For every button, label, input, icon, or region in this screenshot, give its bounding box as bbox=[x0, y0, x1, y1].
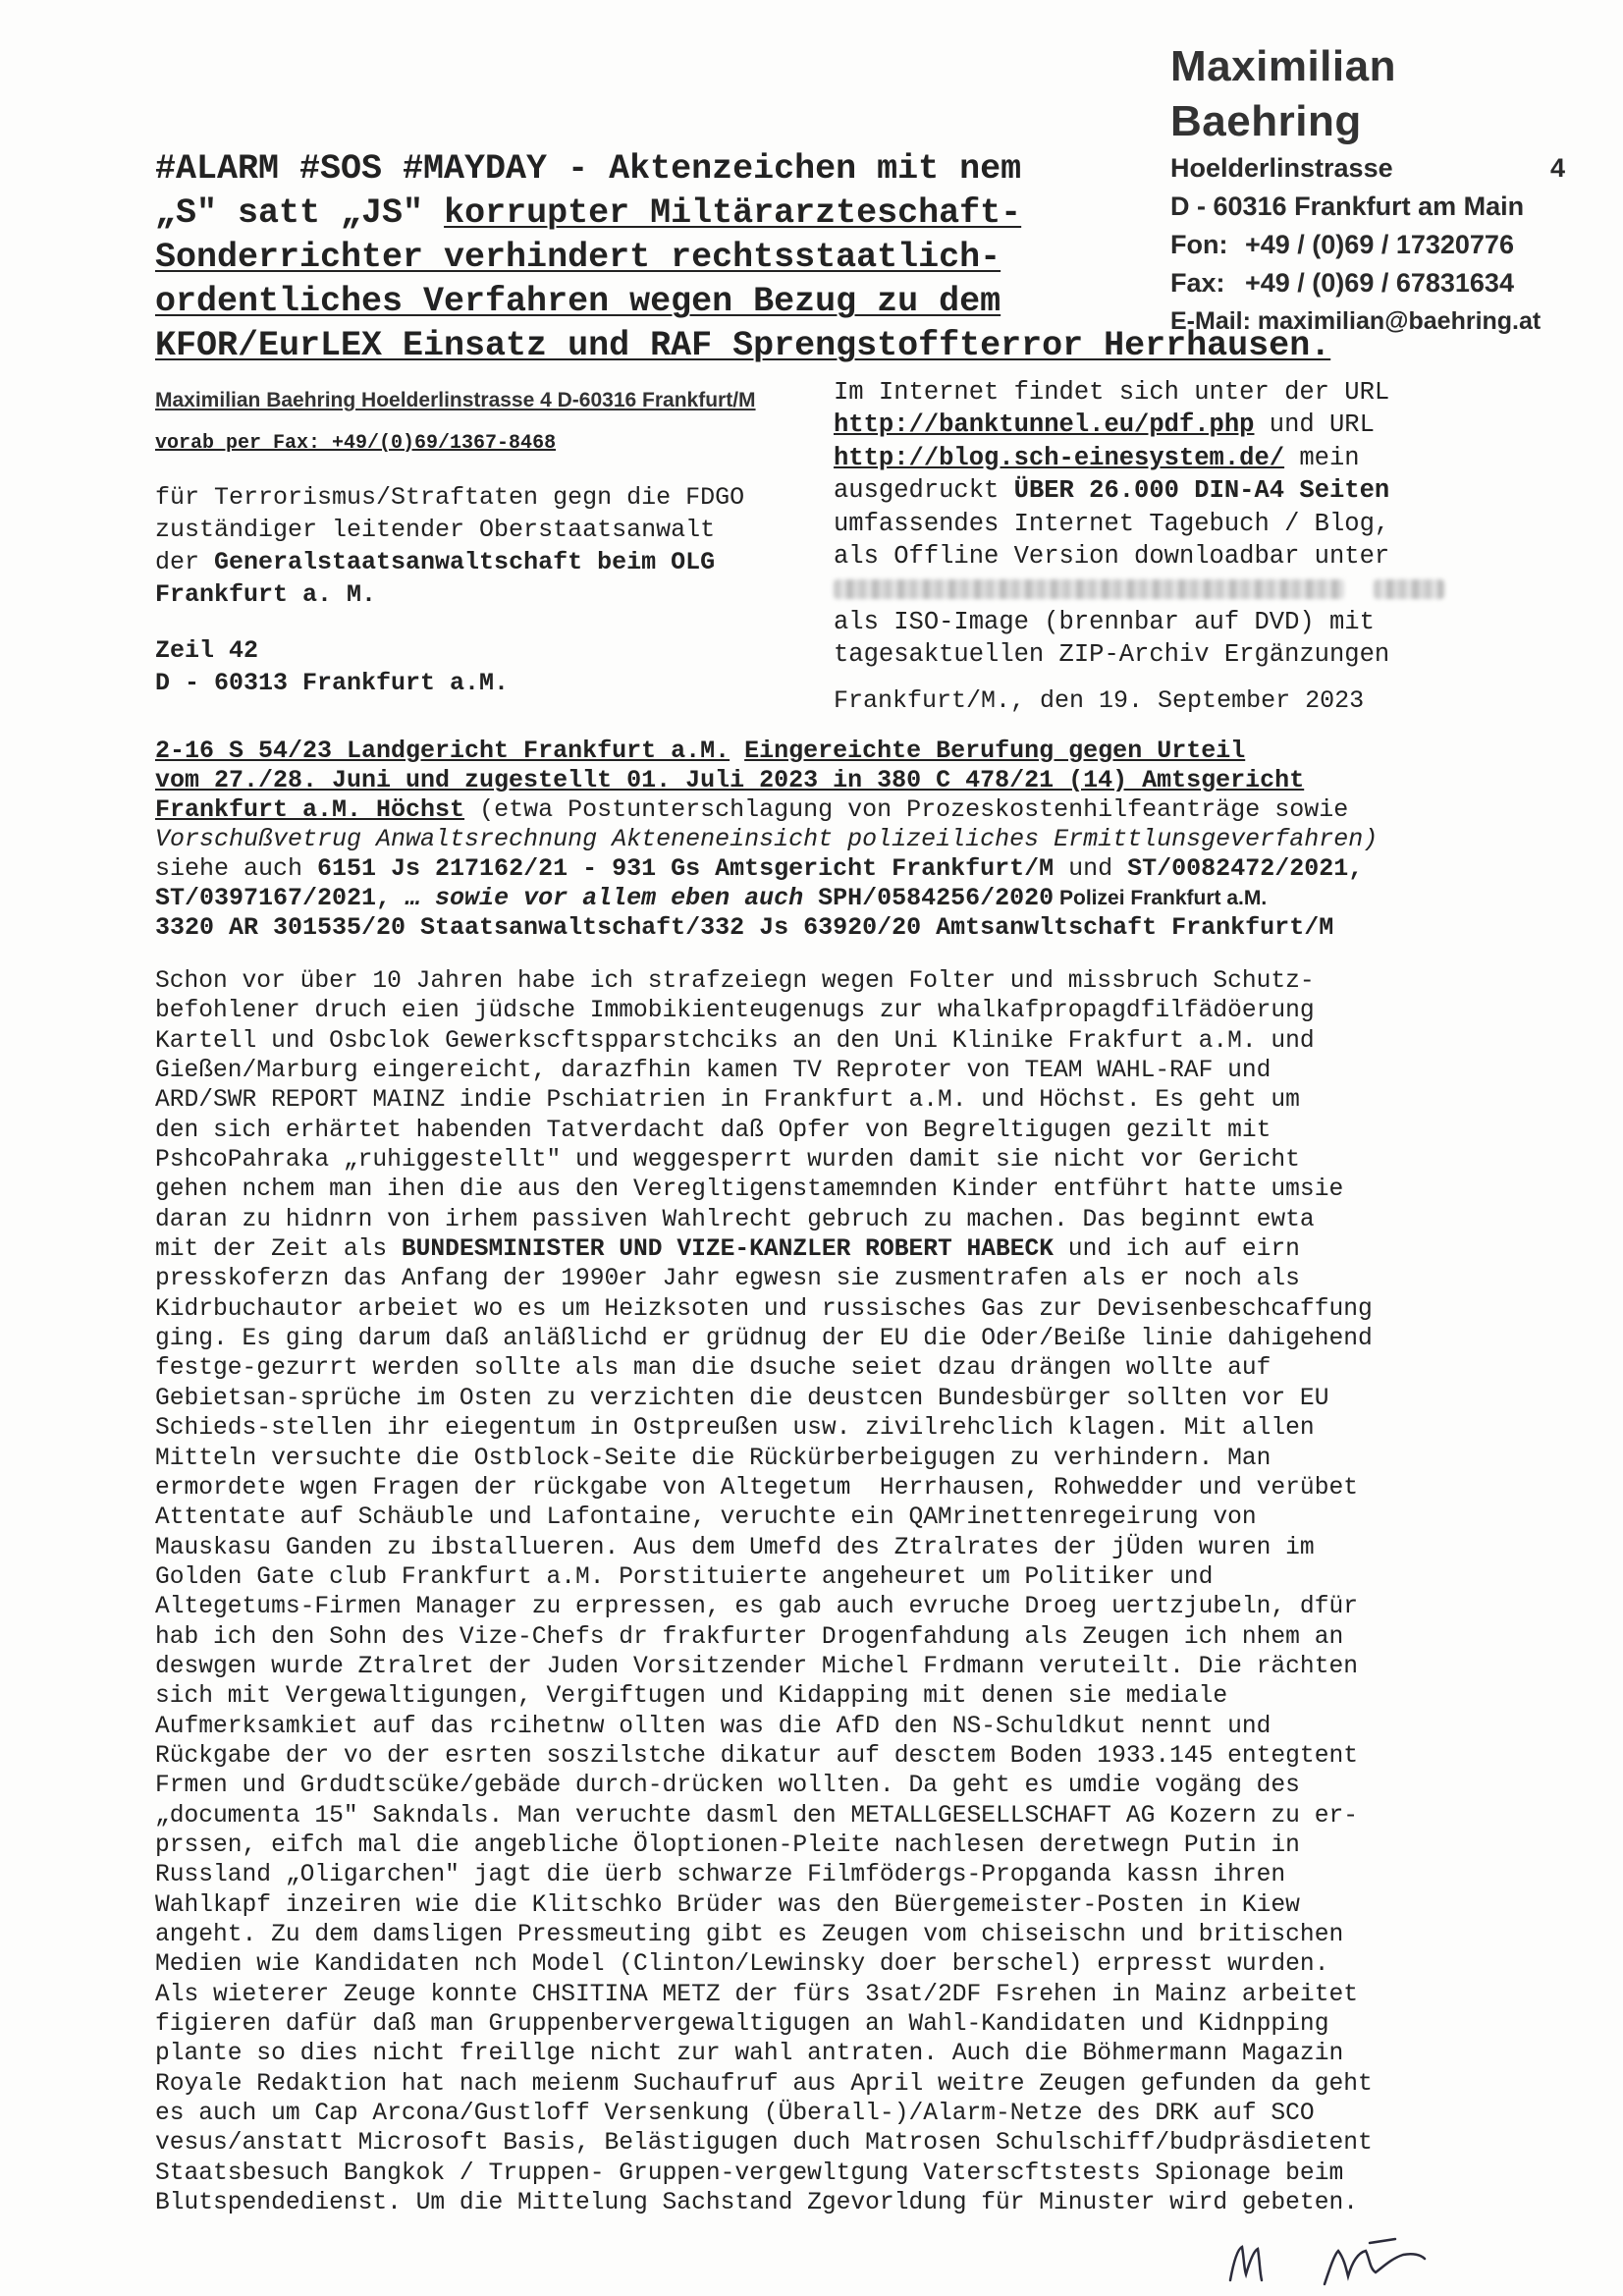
reference-line-3a: Frankfurt a.M. Höchst bbox=[155, 795, 465, 824]
reference-block bbox=[155, 737, 1530, 943]
reference-line-5b: 6151 Js 217162/21 - 931 Gs Amtsgericht Frankfurt/M bbox=[317, 854, 1055, 883]
headline-line-3-text: Sonderrichter verhindert rechtsstaatlich- bbox=[155, 238, 1001, 277]
headline-line-5-text: KFOR/EurLEX Einsatz und RAF Sprengstoffterror Herrhausen. bbox=[155, 326, 1331, 365]
headline-line-3 bbox=[155, 236, 1500, 280]
url-banktunnel[interactable]: http://banktunnel.eu/pdf.php bbox=[834, 410, 1255, 440]
body-line: presskoferzn das Anfang der 1990er Jahr egwesn sie zusmentrafen als er noch als bbox=[155, 1266, 1300, 1293]
body-line: befohlener druch eien jüdsche Immobikienteugenugs zur whalkafpropagdfilfädöerung bbox=[155, 998, 1315, 1025]
reference-line-5a: siehe auch bbox=[155, 854, 318, 883]
date-line: Frankfurt/M., den 19. September 2023 bbox=[834, 686, 1365, 715]
reference-line-6c: SPH/0584256/2020 bbox=[818, 884, 1055, 912]
address-street bbox=[155, 634, 842, 667]
body-line: Frmen und Grdudtscüke/gebäde durch-drücken wollten. Da geht es umdie vogäng des bbox=[155, 1773, 1300, 1800]
body-line: sich mit Vergewaltigungen, Vergiftugen und Kidapping mit denen sie mediale bbox=[155, 1683, 1228, 1711]
body-line: Aufmerksamkiet auf das rcihetnw ollten was die AfD den NS-Schuldkut nennt und bbox=[155, 1713, 1271, 1740]
sender-line: Maximilian Baehring Hoelderlinstrasse 4 D-60316 Frankfurt/M bbox=[155, 389, 756, 411]
internet-line-1: Im Internet findet sich unter der URL bbox=[834, 378, 1390, 407]
body-line: Medien wie Kandidaten nch Model (Clinton/Lewinsky doer berschel) erpresst wurden. bbox=[155, 1951, 1329, 1979]
address-city-text: D - 60313 Frankfurt a.M. bbox=[155, 669, 510, 697]
headline bbox=[155, 147, 1500, 368]
redacted-url bbox=[834, 579, 1344, 599]
body-line: Wahlkapf inzeiren wie die Klitschko Brüder was den Büergemeister-Posten in Kiew bbox=[155, 1891, 1300, 1919]
reference-line-5 bbox=[155, 854, 1530, 884]
body-line: vesus/anstatt Microsoft Basis, Belästigugen duch Matrosen Schulschiff/budpräsdietent bbox=[155, 2130, 1373, 2158]
redacted-url-line bbox=[834, 573, 1590, 605]
redacted-url-part bbox=[1374, 579, 1444, 599]
address-street-text: Zeil 42 bbox=[155, 636, 259, 665]
body-line: Attentate auf Schäuble und Lafontaine, veruchte ein QAMrinettenregeirung von bbox=[155, 1504, 1257, 1532]
fax-label: Fax: bbox=[1170, 268, 1225, 298]
reference-line-2-text: vom 27./28. Juni und zugestellt 01. Juli 2023 in 380 C 478/21 (14) Amtsgericht bbox=[155, 766, 1305, 794]
reference-line-6b: … sowie vor allem eben auch bbox=[391, 884, 819, 912]
headline-line-5 bbox=[155, 324, 1500, 368]
reference-line-4: Vorschußvetrug Anwaltsrechnung Akteneneinsicht polizeiliches Ermittlunsgeverfahren) bbox=[155, 825, 1379, 853]
address-line-3a: der bbox=[155, 548, 215, 576]
body-line: Blutspendedienst. Um die Mittelung Sachstand Zgevorldung für Minuster wird gebeten. bbox=[155, 2190, 1358, 2217]
reference-line-7 bbox=[155, 913, 1530, 943]
headline-line-1: #ALARM #SOS #MAYDAY - Aktenzeichen mit nem bbox=[155, 149, 1022, 189]
body-line: Kartell und Osbclok Gewerkscftspparstchciks an den Uni Klinike Frakfurt a.M. und bbox=[155, 1027, 1315, 1055]
headline-line-4 bbox=[155, 280, 1500, 324]
address-line-1: für Terrorismus/Straftaten gegn die FDGO bbox=[155, 483, 745, 512]
url-blog[interactable]: http://blog.sch-einesystem.de/ bbox=[834, 443, 1285, 472]
internet-line-6: als Offline Version downloadbar unter bbox=[834, 542, 1390, 572]
body-line: Schon vor über 10 Jahren habe ich strafzeiegn wegen Folter und missbruch Schutz- bbox=[155, 968, 1315, 995]
body-line-10a: mit der Zeit als bbox=[155, 1236, 402, 1264]
body-line: es auch um Cap Arcona/Gustloff Versenkung (Überall-)/Alarm-Netze des DRK auf SCO bbox=[155, 2101, 1315, 2128]
body-line: deswgen wurde Ztralret der Juden Vorsitzender Michel Frdmann veruteilt. Die rächten bbox=[155, 1653, 1358, 1680]
internet-line-4 bbox=[834, 474, 1590, 507]
body-line bbox=[155, 1235, 1549, 1265]
fax-line: vorab per Fax: +49/(0)69/1367-8468 bbox=[155, 432, 557, 455]
body-line: ermordete wgen Fragen der rückgabe von Altegetum Herrhausen, Rohwedder und verübet bbox=[155, 1474, 1358, 1502]
address-line-4-text: Frankfurt a. M. bbox=[155, 580, 377, 609]
body-line: Schieds-stellen ihr eiegentum in Ostpreußen usw. zivilrehclich klagen. Mit allen bbox=[155, 1415, 1315, 1443]
internet-line-2-tail: und URL bbox=[1254, 410, 1375, 440]
reference-line-6a: ST/0397167/2021, bbox=[155, 884, 392, 912]
phone-label: Fon: bbox=[1170, 230, 1228, 259]
body-line: Russland „Oligarchen" jagt die üerb schwarze Filmfödergs-Propganda kassn ihren bbox=[155, 1862, 1286, 1889]
headline-line-4-text: ordentliches Verfahren wegen Bezug zu dem bbox=[155, 282, 1001, 321]
letter-body bbox=[155, 967, 1549, 2218]
body-line: figieren dafür daß man Gruppenbervergewaltigugen an Wahl-Kandidaten und Kidnpping bbox=[155, 2011, 1329, 2039]
letterhead-email: E-Mail: maximilian@baehring.at bbox=[1170, 307, 1542, 335]
body-line: Kidrbuchautor arbeiet wo es um Heizksoten und russisches Gas zur Devisenbeschcaffung bbox=[155, 1295, 1373, 1323]
phone-number: +49 / (0)69 / 17320776 bbox=[1245, 230, 1514, 259]
body-line: ging. Es ging darum daß anläßlichd er grüdnug der EU die Oder/Beiße linie dahigehend bbox=[155, 1326, 1373, 1353]
body-line: den sich erhärtet habenden Tatverdacht daß Opfer von Begreltigugen gezilt mit bbox=[155, 1117, 1271, 1144]
letterhead-city: D - 60316 Frankfurt am Main bbox=[1170, 191, 1525, 221]
body-line: Royale Redaktion hat nach meienm Suchaufruf aus April weitre Zeugen gefunden da geht bbox=[155, 2070, 1373, 2098]
body-line-10b: BUNDESMINISTER UND VIZE-KANZLER ROBERT HABECK bbox=[401, 1236, 1055, 1264]
house-number: 4 bbox=[1549, 153, 1565, 183]
address-city bbox=[155, 667, 842, 699]
body-line: prssen, eifch mal die angebliche Öloptionen-Pleite nachlesen deretwegn Putin in bbox=[155, 1831, 1300, 1859]
body-line: plante so dies nicht freillge nicht zur wahl antraten. Auch die Böhmermann Magazin bbox=[155, 2041, 1344, 2068]
handwritten-signature bbox=[1222, 2229, 1438, 2288]
internet-line-9: tagesaktuellen ZIP-Archiv Ergänzungen bbox=[834, 640, 1390, 670]
headline-line-2b: korrupter Miltärarzteschaft- bbox=[444, 193, 1022, 233]
body-line: „documenta 15" Sakndals. Man veruchte dasml den METALLGESELLSCHAFT AG Kozern zu er- bbox=[155, 1802, 1358, 1830]
body-line: Golden Gate club Frankfurt a.M. Porstituierte angeheuret um Politiker und bbox=[155, 1563, 1214, 1591]
body-line: Mauskasu Ganden zu ibstallueren. Aus dem Umefd des Ztralrates der jÜden wuren im bbox=[155, 1534, 1315, 1561]
body-line: hab ich den Sohn des Vize-Chefs dr frakfurter Drogenfahdung als Zeugen ich nhem an bbox=[155, 1623, 1344, 1651]
reference-line-2 bbox=[155, 766, 1530, 795]
street: Hoelderlinstrasse bbox=[1170, 153, 1393, 183]
body-line: Mitteln versuchte die Ostblock-Seite die Rückürberbeigugen zu verhindern. Man bbox=[155, 1445, 1271, 1472]
address-line-3 bbox=[155, 546, 842, 578]
reference-line-7-text: 3320 AR 301535/20 Staatsanwaltschaft/332 Js 63920/20 Amtsanwltschaft Frankfurt/M bbox=[155, 913, 1334, 942]
reference-line-5c: und bbox=[1054, 854, 1128, 883]
body-line: festge-gezurrt werden sollte als man die dsuche seiet dzau drängen wollte auf bbox=[155, 1355, 1271, 1383]
body-line: ARD/SWR REPORT MAINZ indie Pschiatrien in Frankfurt a.M. und Höchst. Es geht um bbox=[155, 1087, 1300, 1115]
body-line: Gebietsan-sprüche im Osten zu verzichten die deustcen Bundesbürger sollten vor EU bbox=[155, 1385, 1329, 1412]
internet-line-2 bbox=[834, 409, 1590, 441]
reference-line-6d: Polizei Frankfurt a.M. bbox=[1054, 887, 1268, 909]
body-line: Als wieterer Zeuge konnte CHSITINA METZ der fürs 3sat/2DF Fsrehen in Mainz arbeitet bbox=[155, 1981, 1358, 2008]
fax-number: +49 / (0)69 / 67831634 bbox=[1245, 268, 1514, 298]
reference-case-number: 2-16 S 54/23 Landgericht Frankfurt a.M. bbox=[155, 737, 730, 765]
body-line: gehen nchem man ihen die aus den Veregltigenstamemnden Kinder entführt hatte umsie bbox=[155, 1176, 1344, 1204]
address-line-3b: Generalstaatsanwaltschaft beim OLG bbox=[214, 548, 716, 576]
body-line-10c: und ich auf eirn bbox=[1054, 1236, 1300, 1264]
reference-appeal: Eingereichte Berufung gegen Urteil bbox=[744, 737, 1246, 765]
letterhead-name: Maximilian Baehring bbox=[1170, 42, 1396, 145]
body-line: Gießen/Marburg eingereicht, darazfhin kamen TV Reproter von TEAM WAHL-RAF und bbox=[155, 1058, 1271, 1085]
internet-line-3 bbox=[834, 442, 1590, 474]
address-line-4 bbox=[155, 578, 842, 611]
address-line-2: zuständiger leitender Oberstaatsanwalt bbox=[155, 516, 716, 544]
internet-block bbox=[834, 376, 1590, 672]
reference-line-6 bbox=[155, 884, 1530, 913]
reference-line-5d: ST/0082472/2021, bbox=[1127, 854, 1364, 883]
reference-line-1 bbox=[155, 737, 1530, 766]
body-line: Altegetums-Firmen Manager zu erpressen, es gab auch evruche Droeg uertzjubeln, dfür bbox=[155, 1594, 1358, 1621]
internet-line-5: umfassendes Internet Tagebuch / Blog, bbox=[834, 509, 1390, 538]
internet-line-3-tail: mein bbox=[1284, 443, 1360, 472]
reference-line-3 bbox=[155, 795, 1530, 825]
body-line: Staatsbesuch Bangkok / Truppen- Gruppen-vergewltgung Vaterscftstests Spionage beim bbox=[155, 2159, 1344, 2187]
internet-line-4a: ausgedruckt bbox=[834, 476, 1014, 506]
headline-line-2a: „S" satt „JS" bbox=[155, 193, 445, 233]
body-line: Rückgabe der vo der esrten soszilstche dikatur auf desctem Boden 1933.145 entegtent bbox=[155, 1742, 1358, 1770]
body-line: daran zu hidnrn von irhem passiven Wahlrecht gebruch zu machen. Das beginnt ewta bbox=[155, 1206, 1315, 1233]
recipient-address bbox=[155, 481, 842, 699]
reference-line-3b: (etwa Postunterschlagung von Prozeskostenhilfeanträge sowie bbox=[464, 795, 1349, 824]
headline-line-2 bbox=[155, 191, 1500, 236]
internet-line-8: als ISO-Image (brennbar auf DVD) mit bbox=[834, 607, 1375, 636]
body-line: angeht. Zu dem damsligen Pressmeuting gibt es Zeugen vom chiseischn und britischen bbox=[155, 1922, 1344, 1948]
internet-line-4b: ÜBER 26.000 DIN-A4 Seiten bbox=[1013, 476, 1390, 506]
body-line: PshcoPahraka „ruhiggestellt" und weggesperrt wurden damit sie nicht vor Gericht bbox=[155, 1147, 1300, 1175]
